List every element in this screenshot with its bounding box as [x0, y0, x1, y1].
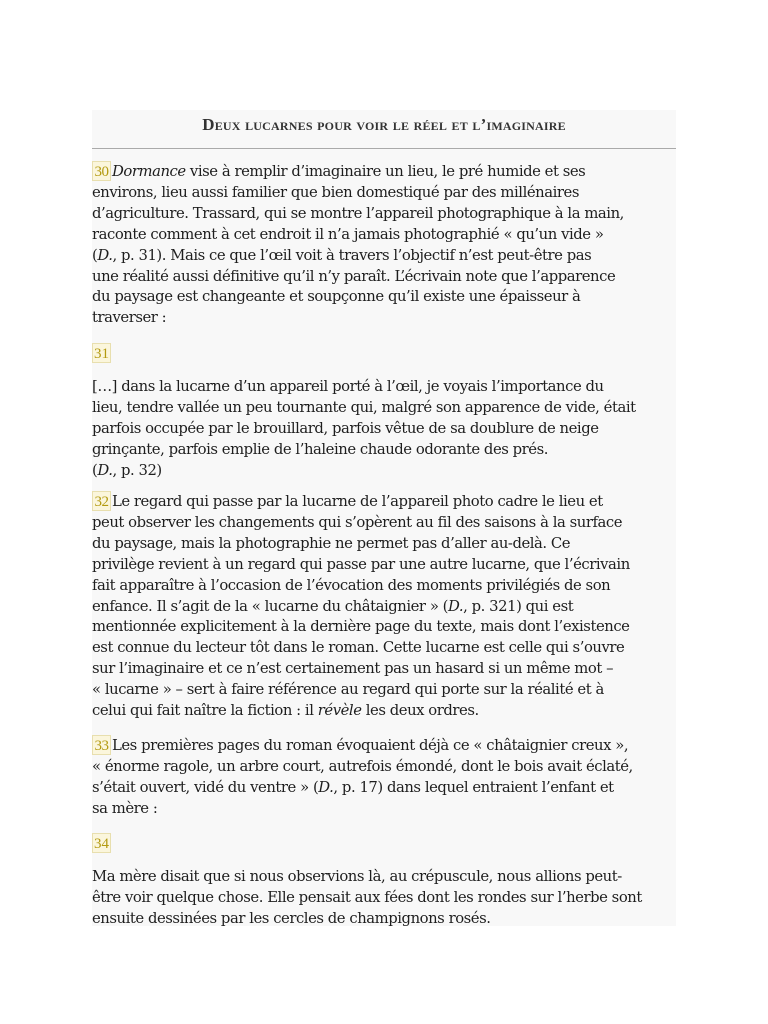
- text-fragment: , p. 17) dans lequel entraient l’enfant et: [333, 778, 614, 796]
- text-fragment: (: [92, 461, 98, 479]
- paragraph-33: [92, 735, 674, 820]
- paragraph-number-31[interactable]: 31: [92, 343, 111, 363]
- text-line: fait apparaître à l’occasion de l’évocation des moments privilégiés de son: [92, 576, 611, 594]
- text-fragment: (: [92, 246, 98, 264]
- paragraph-number-33[interactable]: 33: [92, 735, 111, 755]
- italic-word: révèle: [317, 702, 362, 720]
- text-line: sur l’imaginaire et ce n’est certainement pas un hasard si un même mot –: [92, 660, 614, 678]
- text-line: lieu, tendre vallée un peu tournante qui, malgré son apparence de vide, était: [92, 398, 636, 416]
- text-fragment: , p. 31). Mais ce que l’œil voit à travers l’objectif n’est peut-être pas: [112, 246, 592, 264]
- text-fragment: Les premières pages du roman évoquaient déjà ce « châtaignier creux »,: [112, 737, 629, 754]
- paragraph-number-34[interactable]: 34: [92, 833, 111, 853]
- text-line: traverser :: [92, 309, 167, 327]
- text-fragment: celui qui fait naître la fiction : il: [92, 702, 318, 720]
- italic-reference: D.: [318, 778, 334, 796]
- text-line: vise à remplir d’imaginaire un lieu, le pré humide et ses: [185, 163, 586, 180]
- text-line: « lucarne » – sert à faire référence au regard qui porte sur la réalité et à: [92, 681, 604, 699]
- text-fragment: les deux ordres.: [361, 702, 479, 720]
- paragraph-number-32[interactable]: 32: [92, 491, 111, 511]
- text-line: du paysage, mais la photographie ne permet pas d’aller au-delà. Ce: [92, 534, 571, 552]
- text-line: ensuite dessinées par les cercles de champignons rosés.: [92, 909, 491, 927]
- text-line: grinçante, parfois emplie de l’haleine chaude odorante des prés.: [92, 440, 549, 458]
- text-line: raconte comment à cet endroit il n’a jamais photographié « qu’un vide »: [92, 225, 604, 243]
- italic-reference: D.: [97, 461, 113, 479]
- citation: [92, 461, 674, 482]
- text-line: parfois occupée par le brouillard, parfois vêtue de sa doublure de neige: [92, 419, 599, 437]
- text-fragment: Le regard qui passe par la lucarne de l’appareil photo cadre le lieu et: [112, 493, 603, 510]
- blockquote-34: [92, 867, 674, 930]
- paragraph-number-30[interactable]: 30: [92, 161, 111, 181]
- blockquote-31: [92, 377, 674, 482]
- text-line: Ma mère disait que si nous observions là, au crépuscule, nous allions peut-: [92, 868, 622, 885]
- italic-reference: D.: [97, 246, 113, 264]
- paragraph-number-block-34: [92, 833, 111, 853]
- text-line: […] dans la lucarne d’un appareil porté à l’œil, je voyais l’importance du: [92, 378, 604, 395]
- text-fragment: enfance. Il s’agit de la « lucarne du châtaignier » (: [92, 597, 448, 615]
- italic-reference: D.: [448, 597, 464, 615]
- text-line: d’agriculture. Trassard, qui se montre l’appareil photographique à la main,: [92, 204, 624, 222]
- text-line: mentionnée explicitement à la dernière page du texte, mais dont l’existence: [92, 618, 630, 636]
- text-line: sa mère :: [92, 799, 158, 817]
- text-line: « énorme ragole, un arbre court, autrefois émondé, dont le bois avait éclaté,: [92, 757, 633, 775]
- text-line: est connue du lecteur tôt dans le roman. Cette lucarne est celle qui s’ouvre: [92, 639, 625, 657]
- text-fragment: , p. 32): [112, 461, 162, 479]
- document-page: [92, 110, 676, 926]
- text-fragment: s’était ouvert, vidé du ventre » (: [92, 778, 319, 796]
- text-fragment: , p. 321) qui est: [463, 597, 574, 615]
- text-line: une réalité aussi définitive qu’il n’y paraît. L’écrivain note que l’apparence: [92, 267, 616, 285]
- text-line: peut observer les changements qui s’opèrent au fil des saisons à la surface: [92, 513, 623, 531]
- text-line: environs, lieu aussi familier que bien domestiqué par des millénaires: [92, 183, 579, 201]
- text-line: privilège revient à un regard qui passe par une autre lucarne, que l’écrivain: [92, 555, 630, 573]
- section-title: Deux lucarnes pour voir le réel et l’imaginaire: [92, 110, 676, 149]
- text-line: être voir quelque chose. Elle pensait aux fées dont les rondes sur l’herbe sont: [92, 888, 642, 906]
- paragraph-30: [92, 161, 674, 329]
- paragraph-32: [92, 491, 674, 722]
- paragraph-number-block-31: [92, 343, 111, 363]
- italic-title: Dormance: [112, 163, 186, 180]
- text-line: du paysage est changeante et soupçonne qu’il existe une épaisseur à: [92, 288, 581, 306]
